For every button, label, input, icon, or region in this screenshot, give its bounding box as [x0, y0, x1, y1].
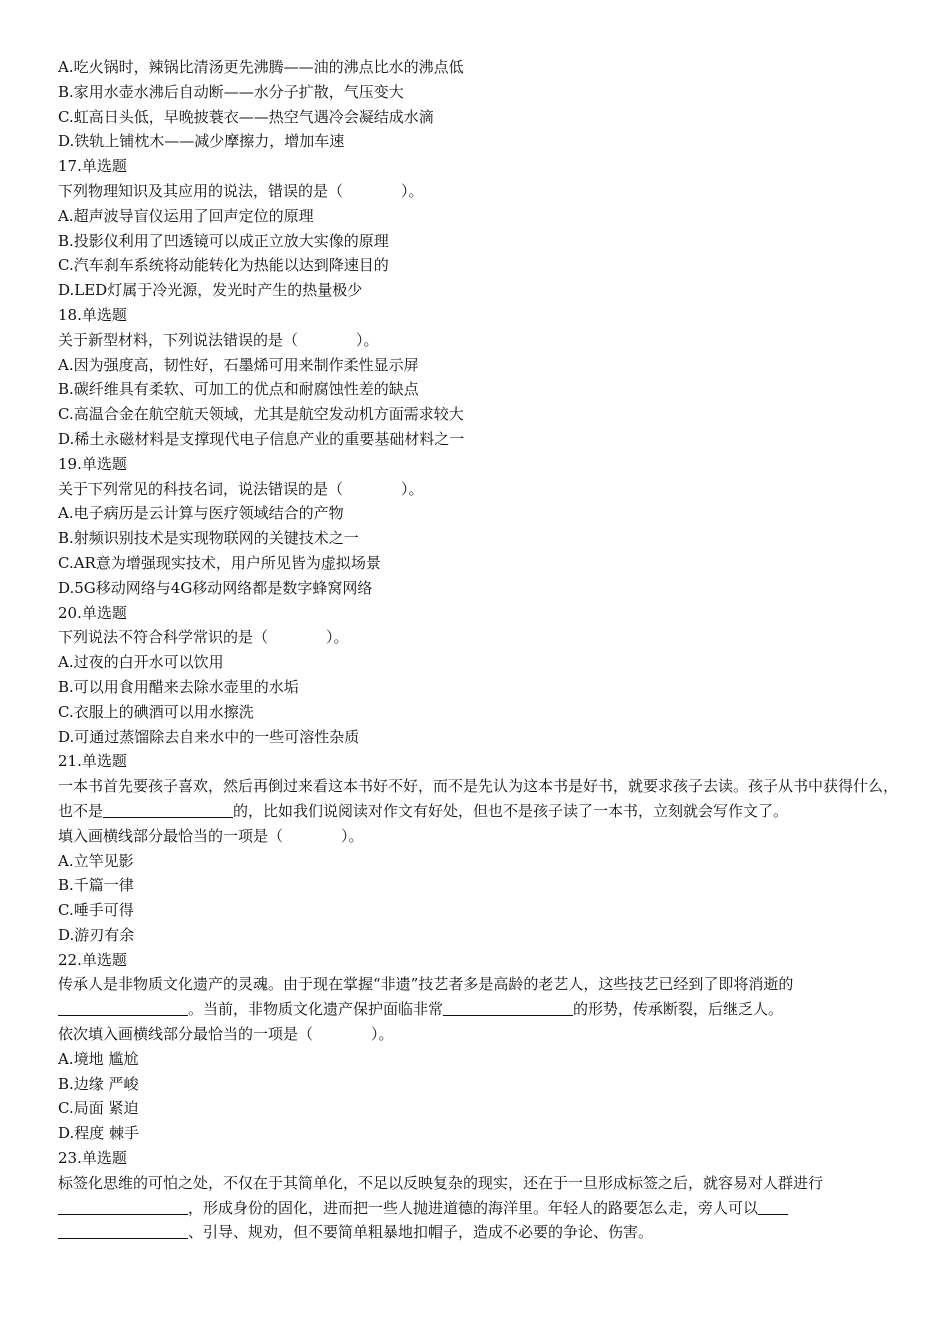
q18-option-d: D.稀土永磁材料是支撑现代电子信息产业的重要基础材料之一 — [58, 429, 465, 448]
q23-passage: 标签化思维的可怕之处，不仅在于其简单化，不足以反映复杂的现实，还在于一旦形成标签之后，就容易对人群进行，形成身份的固化，进而把一些人抛进道德的海洋里。年轻人的路要怎么走，旁人可以、引导、规劝，但不要简单粗暴地扣帽子，造成不必要的争论、伤害。 — [58, 1173, 824, 1242]
q16-option-c: C.虹高日头低，早晚披蓑衣——热空气遇冷会凝结成水滴 — [58, 107, 434, 126]
q16-options — [58, 55, 898, 154]
q16-option-d: D.铁轨上铺枕木——减少摩擦力，增加车速 — [58, 132, 345, 151]
q22-option-a: A.境地 尴尬 — [58, 1049, 139, 1068]
q21-option-b: B.千篇一律 — [58, 876, 134, 895]
q16-option-b: B.家用水壶水沸后自动断——水分子扩散，气压变大 — [58, 82, 404, 101]
q18-option-c: C.高温合金在航空航天领域，尤其是航空发动机方面需求较大 — [58, 405, 464, 424]
q19-option-b: B.射频识别技术是实现物联网的关键技术之一 — [58, 529, 359, 548]
q23-header: 23.单选题 — [58, 1149, 127, 1168]
q19-stem: 关于下列常见的科技名词，说法错误的是（ ）。 — [58, 479, 424, 498]
q21-stem: 填入画横线部分最恰当的一项是（ ）。 — [58, 826, 364, 845]
q17-option-b: B.投影仪利用了凹透镜可以成正立放大实像的原理 — [58, 231, 389, 250]
q17-option-d: D.LED灯属于冷光源，发光时产生的热量极少 — [58, 281, 363, 300]
q16-option-a: A.吃火锅时，辣锅比清汤更先沸腾——油的沸点比水的沸点低 — [58, 58, 464, 76]
question-20 — [58, 601, 898, 750]
question-22 — [58, 948, 898, 1146]
q23-blank-2a — [758, 1198, 788, 1215]
q20-option-c: C.衣服上的碘酒可以用水擦洗 — [58, 702, 254, 721]
q19-option-a: A.电子病历是云计算与医疗领域结合的产物 — [58, 504, 344, 523]
q22-passage: 传承人是非物质文化遗产的灵魂。由于现在掌握“非遗”技艺者多是高龄的老艺人，这些技艺已经到了即将消逝的。当前，非物质文化遗产保护面临非常 的形势，传承断裂，后继乏人。 — [58, 975, 794, 1019]
question-18 — [58, 303, 898, 452]
exam-page — [58, 55, 898, 1245]
q18-option-b: B.碳纤维具有柔软、可加工的优点和耐腐蚀性差的缺点 — [58, 380, 419, 399]
q22-blank-1 — [58, 999, 188, 1016]
q18-stem: 关于新型材料，下列说法错误的是（ ）。 — [58, 330, 379, 349]
question-21 — [58, 749, 898, 947]
question-23 — [58, 1146, 898, 1245]
q20-option-b: B.可以用食用醋来去除水壶里的水垢 — [58, 677, 299, 696]
q22-option-c: C.局面 紧迫 — [58, 1099, 139, 1118]
q21-passage: 一本书首先要孩子喜欢，然后再倒过来看这本书好不好，而不是先认为这本书是好书，就要求孩子去读。孩子从书中获得什么，也不是 的，比如我们说阅读对作文有好处，但也不是孩子读了一本书，立刻就会写作文了。 — [58, 777, 899, 820]
q21-header: 21.单选题 — [58, 752, 127, 771]
q21-option-a: A.立竿见影 — [58, 851, 134, 870]
q23-blank-1 — [58, 1198, 188, 1215]
q21-option-c: C.唾手可得 — [58, 901, 134, 920]
q17-stem: 下列物理知识及其应用的说法，错误的是（ ）。 — [58, 181, 424, 200]
q22-header: 22.单选题 — [58, 950, 127, 969]
q20-stem: 下列说法不符合科学常识的是（ ）。 — [58, 628, 349, 647]
q17-option-c: C.汽车刹车系统将动能转化为热能以达到降速目的 — [58, 256, 389, 275]
q19-option-c: C.AR意为增强现实技术，用户所见皆为虚拟场景 — [58, 553, 381, 572]
q23-blank-2b — [58, 1222, 188, 1239]
q20-option-d: D.可通过蒸馏除去自来水中的一些可溶性杂质 — [58, 727, 360, 746]
q22-option-d: D.程度 棘手 — [58, 1124, 140, 1143]
q21-option-d: D.游刃有余 — [58, 925, 135, 944]
question-19 — [58, 452, 898, 601]
q18-header: 18.单选题 — [58, 305, 127, 324]
q17-option-a: A.超声波导盲仪运用了回声定位的原理 — [58, 206, 314, 225]
q19-option-d: D.5G移动网络与4G移动网络都是数字蜂窝网络 — [58, 578, 373, 597]
q22-blank-2 — [443, 999, 573, 1016]
q17-header: 17.单选题 — [58, 157, 127, 176]
q18-option-a: A.因为强度高，韧性好，石墨烯可用来制作柔性显示屏 — [58, 355, 419, 374]
q20-option-a: A.过夜的白开水可以饮用 — [58, 653, 224, 672]
q19-header: 19.单选题 — [58, 454, 127, 473]
q21-blank — [103, 801, 233, 818]
q22-stem: 依次填入画横线部分最恰当的一项是（ ）。 — [58, 1025, 394, 1044]
q20-header: 20.单选题 — [58, 603, 127, 622]
q22-option-b: B.边缘 严峻 — [58, 1074, 139, 1093]
question-17 — [58, 154, 898, 303]
